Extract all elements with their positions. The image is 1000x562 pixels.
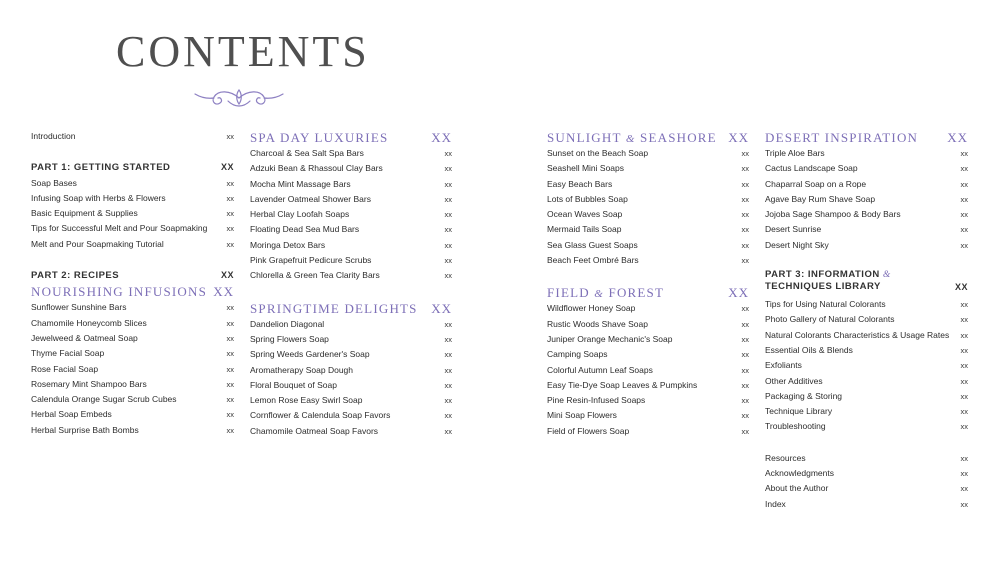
entry-label: Desert Sunrise (765, 224, 822, 235)
toc-entry[interactable] (547, 207, 749, 222)
spring-entries (250, 317, 452, 439)
entry-label: Tips for Successful Melt and Pour Soapmaking (31, 223, 208, 234)
entry-page: xx (960, 422, 968, 432)
toc-entry[interactable] (547, 177, 749, 192)
desert-entries (765, 146, 968, 253)
entry-label: Calendula Orange Sugar Scrub Cubes (31, 394, 177, 405)
toc-entry[interactable] (765, 466, 968, 481)
entry-page: xx (741, 210, 749, 220)
entry-page: xx (226, 318, 234, 328)
toc-entry[interactable] (31, 423, 234, 438)
toc-entry[interactable] (547, 317, 749, 332)
toc-entry[interactable] (250, 317, 452, 332)
entry-label: Exfoliants (765, 360, 802, 371)
toc-entry[interactable] (31, 191, 234, 206)
section-label-part: FIELD (547, 285, 590, 301)
entry-page: xx (444, 271, 452, 281)
toc-entry[interactable] (250, 222, 452, 237)
entry-label: Cornflower & Calendula Soap Favors (250, 410, 391, 421)
section-label-part: SUNLIGHT (547, 130, 622, 145)
entry-page: xx (741, 179, 749, 189)
entry-page: xx (444, 164, 452, 174)
entry-page: xx (741, 350, 749, 360)
entry-page: xx (226, 349, 234, 359)
entry-page: xx (226, 239, 234, 249)
toc-entry[interactable] (250, 253, 452, 268)
entry-label: Spring Weeds Gardener's Soap (250, 349, 370, 360)
entry-label: Ocean Waves Soap (547, 209, 623, 220)
entry-label: Technique Library (765, 406, 833, 417)
entry-label: Chaparral Soap on a Rope (765, 178, 867, 189)
entry-label: Cactus Landscape Soap (765, 163, 858, 174)
entry-page: xx (444, 225, 452, 235)
part-page: XX (954, 282, 968, 293)
part-label: PART 1: GETTING STARTED (31, 162, 171, 174)
entry-label: Index (765, 498, 786, 509)
entry-label: Melt and Pour Soapmaking Tutorial (31, 238, 164, 249)
entry-label: Basic Equipment & Supplies (31, 208, 138, 219)
entry-page: xx (960, 345, 968, 355)
entry-page: xx (741, 194, 749, 204)
entry-page: xx (226, 132, 234, 141)
entry-label: Colorful Autumn Leaf Soaps (547, 364, 653, 375)
entry-label: Herbal Surprise Bath Bombs (31, 424, 139, 435)
toc-entry[interactable] (31, 407, 234, 422)
section-page: XX (728, 285, 749, 301)
toc-entry[interactable] (250, 268, 452, 283)
toc-entry[interactable] (547, 363, 749, 378)
toc-entry[interactable] (31, 346, 234, 361)
toc-entry[interactable] (547, 238, 749, 253)
entry-page: xx (444, 319, 452, 329)
entry-label: Rosemary Mint Shampoo Bars (31, 378, 147, 389)
entry-page: xx (741, 164, 749, 174)
entry-label: Chlorella & Green Tea Clarity Bars (250, 270, 380, 281)
toc-entry[interactable] (765, 222, 968, 237)
entry-page: xx (444, 179, 452, 189)
toc-entry[interactable] (547, 161, 749, 176)
toc-entry[interactable] (765, 328, 968, 343)
toc-entry[interactable] (765, 161, 968, 176)
entry-label: Triple Aloe Bars (765, 148, 825, 158)
entry-label: Chamomile Honeycomb Slices (31, 317, 147, 328)
part-3-heading[interactable] (765, 269, 968, 293)
toc-entry[interactable] (31, 316, 234, 331)
entry-label: Thyme Facial Soap (31, 348, 105, 359)
entry-label: Moringa Detox Bars (250, 239, 326, 250)
toc-entry[interactable] (547, 301, 749, 316)
toc-entry[interactable] (250, 332, 452, 347)
part-label: PART 2: RECIPES (31, 270, 120, 282)
entry-label: Field of Flowers Soap (547, 425, 630, 436)
ampersand: & (594, 288, 605, 301)
entry-page: xx (444, 350, 452, 360)
entry-page: xx (960, 164, 968, 174)
entry-page: xx (741, 334, 749, 344)
entry-label: Camping Soaps (547, 349, 608, 360)
toc-entry[interactable] (547, 378, 749, 393)
section-heading-field-forest[interactable] (547, 284, 749, 301)
column-2 (250, 129, 452, 439)
entry-page: xx (960, 330, 968, 340)
section-heading-nourishing-infusions[interactable] (31, 283, 234, 300)
page-title: CONTENTS (116, 27, 370, 76)
entry-page: xx (226, 303, 234, 313)
toc-entry[interactable] (250, 146, 452, 161)
entry-label: Herbal Soap Embeds (31, 409, 112, 420)
toc-entry[interactable] (765, 207, 968, 222)
entry-label: Acknowledgments (765, 468, 834, 479)
toc-entry[interactable] (250, 378, 452, 393)
entry-label: Juniper Orange Mechanic's Soap (547, 333, 673, 344)
toc-entry[interactable] (547, 408, 749, 423)
entry-label: Essential Oils & Blends (765, 344, 853, 355)
entry-page: xx (444, 426, 452, 436)
toc-entry[interactable] (547, 192, 749, 207)
entry-label: Mocha Mint Massage Bars (250, 178, 351, 189)
entry-label: Aromatherapy Soap Dough (250, 364, 354, 375)
entry-page: xx (741, 380, 749, 390)
toc-entry[interactable] (547, 393, 749, 408)
entry-label: Sunflower Sunshine Bars (31, 302, 127, 313)
toc-entry[interactable] (765, 297, 968, 312)
part-page: XX (220, 270, 234, 281)
column-4 (765, 129, 968, 512)
entry-label: Easy Beach Bars (547, 178, 613, 189)
entry-page: xx (741, 304, 749, 314)
toc-entry[interactable] (31, 300, 234, 315)
entry-page: xx (226, 364, 234, 374)
entry-page: xx (444, 210, 452, 220)
entry-page: xx (960, 453, 968, 463)
entry-page: xx (960, 361, 968, 371)
toc-entry[interactable] (31, 331, 234, 346)
entry-label: Sunset on the Beach Soap (547, 148, 649, 158)
entry-label: Mini Soap Flowers (547, 410, 617, 421)
toc-entry[interactable] (765, 358, 968, 373)
toc-entry[interactable] (765, 404, 968, 419)
entry-label: Pink Grapefruit Pedicure Scrubs (250, 255, 372, 266)
section-label: DESERT INSPIRATION (765, 130, 919, 145)
toc-entry[interactable] (250, 192, 452, 207)
entry-page: xx (960, 391, 968, 401)
toc-entry[interactable] (250, 408, 452, 423)
toc-entry[interactable] (765, 481, 968, 496)
part-page: XX (220, 162, 234, 173)
section-label-part: FOREST (608, 285, 665, 301)
entry-page: xx (741, 256, 749, 266)
part-1-entries (31, 176, 234, 252)
toc-entry[interactable] (250, 207, 452, 222)
entry-page: xx (960, 240, 968, 250)
toc-entry[interactable] (31, 362, 234, 377)
entry-page: xx (226, 224, 234, 234)
entry-label: Troubleshooting (765, 421, 826, 432)
toc-entry[interactable] (250, 238, 452, 253)
part-label (765, 269, 891, 293)
back-matter-entries (765, 451, 968, 512)
toc-entry[interactable] (765, 146, 968, 161)
toc-entry[interactable] (765, 192, 968, 207)
entry-label: About the Author (765, 483, 829, 494)
section-label: SPRINGTIME DELIGHTS (250, 300, 418, 316)
entry-page: xx (226, 395, 234, 405)
nourishing-entries (31, 300, 234, 438)
entry-page: xx (960, 315, 968, 325)
toc-entry[interactable] (765, 419, 968, 434)
entry-page: xx (960, 179, 968, 189)
entry-page: xx (960, 210, 968, 220)
entry-label: Charcoal & Sea Salt Spa Bars (250, 148, 364, 158)
entry-page: xx (960, 484, 968, 494)
section-page: XX (947, 130, 968, 145)
field-entries (547, 301, 749, 439)
toc-entry[interactable] (765, 238, 968, 253)
entry-label: Desert Night Sky (765, 239, 829, 250)
toc-entry[interactable] (31, 129, 234, 144)
entry-page: xx (960, 407, 968, 417)
entry-page: xx (741, 240, 749, 250)
entry-page: xx (226, 193, 234, 203)
entry-label: Pine Resin-Infused Soaps (547, 395, 646, 406)
toc-entry[interactable] (765, 497, 968, 512)
entry-label: Wildflower Honey Soap (547, 303, 636, 314)
entry-page: xx (741, 149, 749, 158)
entry-label: Lavender Oatmeal Shower Bars (250, 193, 371, 204)
column-1 (31, 129, 234, 438)
entry-label: Seashell Mini Soaps (547, 163, 625, 174)
toc-entry[interactable] (765, 177, 968, 192)
entry-page: xx (444, 396, 452, 406)
entry-label: Resources (765, 452, 806, 463)
entry-label: Beach Feet Ombré Bars (547, 255, 639, 266)
section-page: XX (213, 284, 234, 300)
toc-entry[interactable] (765, 343, 968, 358)
entry-label: Spring Flowers Soap (250, 333, 329, 344)
entry-label: Infusing Soap with Herbs & Flowers (31, 192, 166, 203)
entry-page: xx (741, 411, 749, 421)
toc-entry[interactable] (31, 206, 234, 221)
entry-page: xx (226, 209, 234, 219)
toc-entry[interactable] (31, 176, 234, 191)
entry-page: xx (226, 425, 234, 435)
toc-entry[interactable] (31, 377, 234, 392)
part-3-entries (765, 297, 968, 435)
sunlight-entries (547, 146, 749, 268)
entry-page: xx (444, 149, 452, 158)
toc-entry[interactable] (250, 161, 452, 176)
entry-page: xx (444, 240, 452, 250)
entry-page: xx (226, 410, 234, 420)
entry-label: Sea Glass Guest Soaps (547, 239, 638, 250)
section-label-part: SEASHORE (640, 130, 717, 145)
toc-entry[interactable] (547, 424, 749, 439)
entry-label: Lemon Rose Easy Swirl Soap (250, 395, 363, 406)
section-page: XX (728, 130, 749, 145)
entry-label: Introduction (31, 131, 76, 141)
ampersand: & (625, 133, 636, 145)
entry-page: xx (741, 426, 749, 436)
entry-label: Floating Dead Sea Mud Bars (250, 224, 360, 235)
toc-entry[interactable] (547, 347, 749, 362)
entry-label: Herbal Clay Loofah Soaps (250, 209, 350, 220)
entry-page: xx (741, 365, 749, 375)
entry-label: Packaging & Storing (765, 390, 843, 401)
toc-entry[interactable] (31, 237, 234, 252)
section-page: XX (431, 300, 452, 316)
toc-entry[interactable] (250, 393, 452, 408)
part-label-part: TECHNIQUES LIBRARY (765, 281, 881, 293)
entry-label: Photo Gallery of Natural Colorants (765, 314, 895, 325)
entry-label: Other Additives (765, 375, 823, 386)
spa-entries (250, 146, 452, 284)
toc-entry[interactable] (547, 146, 749, 161)
entry-label: Rustic Woods Shave Soap (547, 318, 648, 329)
entry-label: Floral Bouquet of Soap (250, 379, 337, 390)
toc-entry[interactable] (547, 253, 749, 268)
section-heading-springtime-delights[interactable] (250, 300, 452, 317)
entry-label: Adzuki Bean & Rhassoul Clay Bars (250, 163, 383, 174)
part-2-heading[interactable] (31, 268, 234, 283)
section-heading-sunlight-seashore[interactable] (547, 129, 749, 146)
entry-page: xx (444, 256, 452, 266)
entry-page: xx (444, 334, 452, 344)
entry-label: Rose Facial Soap (31, 363, 99, 374)
entry-page: xx (960, 149, 968, 158)
entry-page: xx (226, 333, 234, 343)
entry-page: xx (960, 469, 968, 479)
toc-entry[interactable] (250, 347, 452, 362)
entry-page: xx (741, 396, 749, 406)
entry-label: Natural Colorants Characteristics & Usage Rates (765, 329, 950, 340)
entry-page: xx (226, 178, 234, 188)
section-page: XX (431, 130, 452, 145)
toc-entry[interactable] (250, 177, 452, 192)
entry-label: Easy Tie-Dye Soap Leaves & Pumpkins (547, 379, 698, 390)
column-3 (547, 129, 749, 439)
entry-label: Soap Bases (31, 177, 77, 188)
entry-page: xx (444, 380, 452, 390)
decorative-flourish (192, 86, 286, 110)
entry-page: xx (226, 379, 234, 389)
entry-page: xx (960, 499, 968, 509)
toc-entry[interactable] (250, 363, 452, 378)
ampersand: & (882, 270, 891, 281)
entry-page: xx (960, 225, 968, 235)
toc-entry[interactable] (547, 222, 749, 237)
toc-entry[interactable] (765, 374, 968, 389)
toc-entry[interactable] (547, 332, 749, 347)
entry-page: xx (444, 411, 452, 421)
toc-entry[interactable] (31, 392, 234, 407)
entry-page: xx (960, 194, 968, 204)
entry-page: xx (741, 319, 749, 329)
toc-entry[interactable] (765, 312, 968, 327)
section-heading-desert-inspiration[interactable] (765, 129, 968, 146)
section-label: NOURISHING INFUSIONS (31, 284, 208, 300)
toc-entry[interactable] (765, 451, 968, 466)
entry-label: Jewelweed & Oatmeal Soap (31, 332, 138, 343)
entry-page: xx (960, 300, 968, 310)
entry-page: xx (741, 225, 749, 235)
part-1-heading[interactable] (31, 160, 234, 175)
entry-label: Lots of Bubbles Soap (547, 193, 628, 204)
entry-page: xx (444, 365, 452, 375)
entry-label: Agave Bay Rum Shave Soap (765, 193, 876, 204)
entry-page: xx (444, 194, 452, 204)
entry-label: Chamomile Oatmeal Soap Favors (250, 425, 379, 436)
part-label-part: PART 3: INFORMATION (765, 269, 880, 281)
section-label: SPA DAY LUXURIES (250, 130, 389, 145)
toc-entry[interactable] (250, 424, 452, 439)
entry-label: Tips for Using Natural Colorants (765, 299, 886, 310)
entry-page: xx (960, 376, 968, 386)
toc-entry[interactable] (765, 389, 968, 404)
entry-label: Jojoba Sage Shampoo & Body Bars (765, 209, 901, 220)
section-heading-spa-day-luxuries[interactable] (250, 129, 452, 146)
entry-label: Dandelion Diagonal (250, 318, 325, 329)
toc-entry[interactable] (31, 221, 234, 236)
entry-label: Mermaid Tails Soap (547, 224, 622, 235)
